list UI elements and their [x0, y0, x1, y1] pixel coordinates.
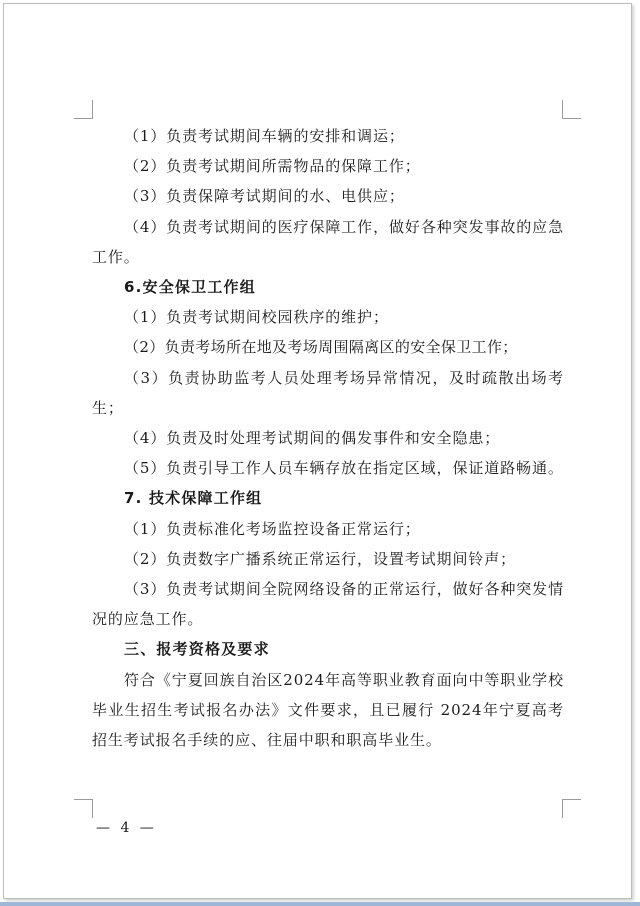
- paragraph: （2）负责考试期间所需物品的保障工作；: [124, 157, 421, 176]
- paragraph: （3）负责考试期间全院网络设备的正常运行，做好各种突发情况的应急工作。: [92, 580, 564, 629]
- paragraph: （3）负责保障考试期间的水、电供应；: [124, 187, 405, 206]
- section-heading: 7. 技术保障工作组: [124, 489, 263, 508]
- margin-corner-mark-top-right: [562, 100, 581, 119]
- paragraph: （2）负责考场所在地及考场周围隔离区的安全保卫工作；: [124, 338, 518, 357]
- paragraph: （1）负责标准化考场监控设备正常运行；: [124, 519, 421, 538]
- page-number: — 4 —: [96, 820, 157, 836]
- section-heading: 三、报考资格及要求: [124, 640, 270, 659]
- section-heading: 6.安全保卫工作组: [124, 278, 256, 297]
- document-page: [3, 3, 632, 899]
- paragraph: （2）负责数字广播系统正常运行，设置考试期间铃声；: [124, 549, 517, 568]
- paragraph: （5）负责引导工作人员车辆存放在指定区域，保证道路畅通。: [124, 459, 564, 478]
- document-body: [92, 121, 564, 755]
- paragraph: （1）负责考试期间校园秩序的维护；: [124, 308, 389, 327]
- paragraph: （4）负责及时处理考试期间的偶发事件和安全隐患；: [124, 429, 501, 448]
- paragraph: 符合《宁夏回族自治区2024年高等职业教育面向中等职业学校毕业生招生考试报名办法》文件要求，且已履行 2024年宁夏高考招生考试报名手续的应、往届中职和职高毕业生。: [92, 670, 564, 750]
- window-bottom-strip: [0, 902, 640, 906]
- paragraph: （3）负责协助监考人员处理考场异常情况，及时疏散出场考生；: [92, 368, 564, 417]
- margin-corner-mark-top-left: [74, 100, 93, 119]
- paragraph: （1）负责考试期间车辆的安排和调运；: [124, 127, 405, 145]
- margin-corner-mark-bottom-left: [74, 799, 93, 818]
- paragraph: （4）负责考试期间的医疗保障工作，做好各种突发事故的应急工作。: [92, 217, 564, 266]
- margin-corner-mark-bottom-right: [562, 799, 581, 818]
